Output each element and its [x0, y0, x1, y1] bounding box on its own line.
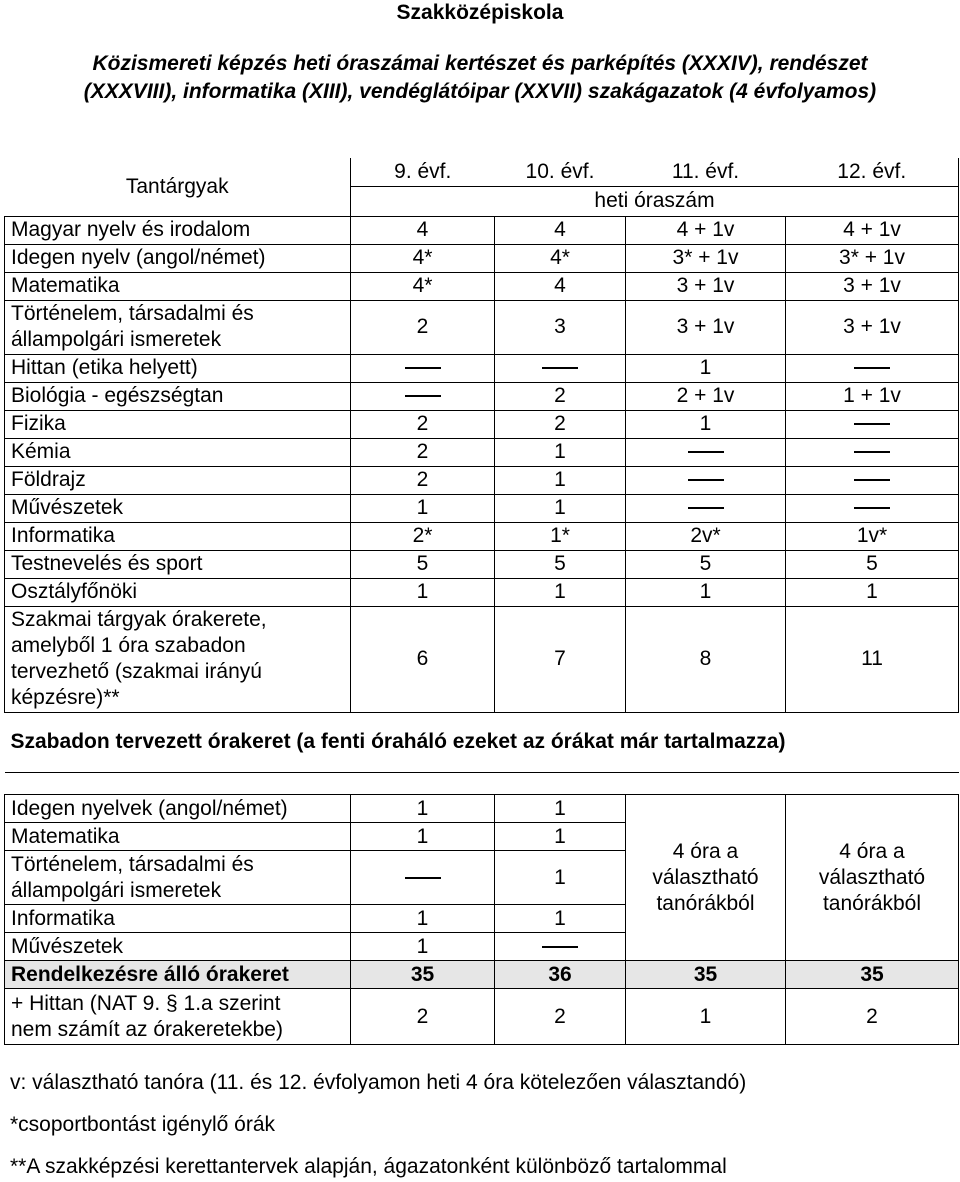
free-hours-cell: 1 — [495, 823, 626, 851]
table-row — [5, 578, 959, 606]
hours-cell: 3* + 1v — [626, 244, 786, 272]
hours-cell: 3 + 1v — [626, 272, 786, 300]
total-value: 35 — [786, 961, 959, 989]
hours-cell: 5 — [495, 550, 626, 578]
subject-name — [5, 578, 351, 606]
hours-cell: 2 + 1v — [626, 382, 786, 410]
subject-name — [5, 606, 351, 712]
subject-name-line: Matematika — [11, 274, 120, 297]
subject-name — [5, 300, 351, 354]
subject-name-line: Testnevelés és sport — [11, 552, 203, 575]
page-title: Szakközépiskola — [396, 1, 564, 24]
free-hours-cell: 1 — [351, 905, 495, 933]
dash-mark — [405, 395, 441, 397]
subject-name-line: Informatika — [11, 906, 115, 930]
elective-note-line: tanórákból — [656, 891, 755, 915]
dash-mark — [854, 367, 890, 369]
subject-name-line: Fizika — [11, 412, 66, 435]
hours-cell: 2v* — [626, 522, 786, 550]
table-row — [5, 300, 959, 354]
hours-cell: 1 — [495, 578, 626, 606]
free-hours-cell: 1 — [351, 933, 495, 961]
dash-mark — [542, 367, 578, 369]
dash-mark — [405, 367, 441, 369]
hours-cell: 7 — [495, 606, 626, 712]
hittan-value: 1 — [626, 989, 786, 1045]
elective-note-line: 4 óra a — [672, 839, 739, 863]
hittan-label-line: nem számít az órakeretekbe) — [11, 1017, 283, 1041]
subject-name-line: Informatika — [11, 524, 115, 547]
hours-cell: 4* — [351, 244, 495, 272]
hours-cell: 1 — [351, 494, 495, 522]
hours-cell: 1 — [495, 466, 626, 494]
subject-name-line: Idegen nyelvek (angol/német) — [11, 796, 288, 820]
subtitle-line: (XXXVIII), informatika (XIII), vendéglátóipar (XXVII) szakágazatok (4 évfolyamos) — [83, 80, 877, 103]
subject-name — [5, 410, 351, 438]
subject-name — [5, 244, 351, 272]
hours-cell — [626, 438, 786, 466]
note-elective: v: választható tanóra (11. és 12. évfolyamon heti 4 óra kötelezően választandó) — [10, 1071, 747, 1094]
subject-name-line: Történelem, társadalmi és — [11, 302, 254, 325]
subject-name-line: Idegen nyelv (angol/német) — [11, 246, 266, 269]
hours-cell: 8 — [626, 606, 786, 712]
table-row — [5, 522, 959, 550]
subject-name-line: Művészetek — [11, 496, 124, 519]
hittan-value: 2 — [786, 989, 959, 1045]
free-row — [5, 795, 959, 823]
total-row-label: Rendelkezésre álló órakeret — [5, 961, 351, 989]
subject-name-line: Matematika — [11, 824, 120, 848]
table-row — [5, 216, 959, 244]
free-hours-cell: 1 — [351, 795, 495, 823]
table-row — [5, 466, 959, 494]
subject-name — [5, 466, 351, 494]
note-vocational: **A szakképzési kerettantervek alapján, ágazatonként különböző tartalommal — [10, 1155, 727, 1178]
total-value: 35 — [351, 961, 495, 989]
subject-name-line: állampolgári ismeretek — [11, 878, 222, 902]
subject-name — [5, 933, 351, 961]
free-hours-cell: 1 — [495, 905, 626, 933]
subject-name-line: Osztályfőnöki — [11, 580, 138, 603]
hours-cell: 1 — [495, 494, 626, 522]
subtitle-line: Közismereti képzés heti óraszámai kertészet és parképítés (XXXIV), rendészet — [92, 52, 868, 75]
page-subtitle — [10, 50, 950, 106]
subject-name-line: Történelem, társadalmi és — [11, 852, 254, 876]
hours-cell: 1 — [626, 354, 786, 382]
subject-name-line: képzésre)** — [11, 686, 120, 709]
subject-name-line: Művészetek — [11, 934, 124, 958]
header-year-10: 10. évf. — [495, 158, 626, 186]
subject-name-line: amelyből 1 óra szabadon — [11, 634, 246, 657]
header-year-9: 9. évf. — [351, 158, 495, 186]
dash-mark — [688, 479, 724, 481]
table-row — [5, 244, 959, 272]
dash-mark — [854, 423, 890, 425]
header-hours: heti óraszám — [351, 186, 959, 216]
table-row — [5, 494, 959, 522]
hours-cell: 5 — [786, 550, 959, 578]
subject-name-line: Hittan (etika helyett) — [11, 356, 198, 379]
hours-cell: 1v* — [786, 522, 959, 550]
note-group-split: *csoportbontást igénylő órák — [10, 1113, 275, 1136]
hours-cell: 5 — [351, 550, 495, 578]
elective-note-line: 4 óra a — [839, 839, 905, 863]
free-hours-cell: 1 — [495, 851, 626, 905]
total-value: 36 — [495, 961, 626, 989]
elective-note — [786, 795, 959, 961]
hours-cell: 2 — [351, 410, 495, 438]
subject-name-line: Földrajz — [11, 468, 86, 491]
hours-cell — [786, 438, 959, 466]
hittan-label-line: + Hittan (NAT 9. § 1.a szerint — [11, 991, 281, 1015]
subject-name-line: Magyar nyelv és irodalom — [11, 218, 251, 241]
hours-cell — [495, 354, 626, 382]
free-section-title: Szabadon tervezett órakeret (a fenti óraháló ezeket az órákat már tartalmazza) — [5, 712, 959, 772]
subject-name — [5, 550, 351, 578]
hours-cell: 4* — [351, 272, 495, 300]
subject-name — [5, 216, 351, 244]
hours-cell: 3 + 1v — [786, 272, 959, 300]
dash-mark — [854, 507, 890, 509]
subject-name — [5, 354, 351, 382]
free-hours-cell: 1 — [351, 823, 495, 851]
hours-cell: 3 — [495, 300, 626, 354]
hours-cell: 3* + 1v — [786, 244, 959, 272]
hours-cell — [786, 354, 959, 382]
hittan-value: 2 — [495, 989, 626, 1045]
hours-cell: 2 — [351, 438, 495, 466]
subject-name-line: Szakmai tárgyak órakerete, — [11, 608, 267, 631]
free-hours-table — [4, 794, 959, 1045]
hours-cell: 4 — [495, 216, 626, 244]
table-row — [5, 410, 959, 438]
hittan-value: 2 — [351, 989, 495, 1045]
hours-cell: 5 — [626, 550, 786, 578]
hours-cell: 1 — [786, 578, 959, 606]
hours-cell: 2* — [351, 522, 495, 550]
hours-cell: 1 + 1v — [786, 382, 959, 410]
subject-name-line: állampolgári ismeretek — [11, 328, 222, 351]
hours-cell: 1 — [626, 410, 786, 438]
header-subjects: Tantárgyak — [5, 158, 351, 216]
table-row — [5, 354, 959, 382]
dash-mark — [405, 877, 441, 879]
hours-cell: 4 + 1v — [626, 216, 786, 244]
hours-cell — [786, 466, 959, 494]
timetable — [4, 158, 959, 773]
subject-name — [5, 494, 351, 522]
subject-name — [5, 795, 351, 823]
subject-name — [5, 851, 351, 905]
main-rows — [5, 216, 959, 712]
hours-cell: 1* — [495, 522, 626, 550]
hours-cell: 3 + 1v — [786, 300, 959, 354]
dash-mark — [688, 507, 724, 509]
hours-cell — [351, 354, 495, 382]
hours-cell — [626, 494, 786, 522]
free-hours-cell — [495, 933, 626, 961]
table-row — [5, 382, 959, 410]
dash-mark — [854, 451, 890, 453]
hours-cell: 2 — [351, 466, 495, 494]
hittan-row-label — [5, 989, 351, 1045]
elective-note-line: választható — [818, 865, 926, 889]
table-row — [5, 272, 959, 300]
hours-cell: 2 — [495, 410, 626, 438]
subject-name — [5, 272, 351, 300]
elective-note — [626, 795, 786, 961]
subject-name — [5, 522, 351, 550]
table-row — [5, 438, 959, 466]
hours-cell: 1 — [495, 438, 626, 466]
hours-cell: 6 — [351, 606, 495, 712]
hours-cell: 11 — [786, 606, 959, 712]
hours-cell: 4* — [495, 244, 626, 272]
hours-cell: 1 — [626, 578, 786, 606]
free-hours-cell — [351, 851, 495, 905]
hours-cell — [626, 466, 786, 494]
subject-name-line: Biológia - egészségtan — [11, 384, 224, 407]
total-value: 35 — [626, 961, 786, 989]
subject-name — [5, 382, 351, 410]
table-row — [5, 550, 959, 578]
subject-name — [5, 438, 351, 466]
elective-note-line: tanórákból — [822, 891, 922, 915]
hours-cell: 4 + 1v — [786, 216, 959, 244]
header-year-11: 11. évf. — [626, 158, 786, 186]
hours-cell: 2 — [351, 300, 495, 354]
table-row — [5, 606, 959, 712]
elective-note-line: választható — [652, 865, 759, 889]
header-year-12: 12. évf. — [786, 158, 959, 186]
dash-mark — [688, 451, 724, 453]
hours-cell: 4 — [495, 272, 626, 300]
subject-name-line: Kémia — [11, 440, 71, 463]
hours-cell: 1 — [351, 578, 495, 606]
free-hours-cell: 1 — [495, 795, 626, 823]
dash-mark — [542, 946, 578, 948]
hours-cell — [786, 410, 959, 438]
hours-cell: 4 — [351, 216, 495, 244]
dash-mark — [854, 479, 890, 481]
hours-cell — [351, 382, 495, 410]
subject-name-line: tervezhető (szakmai irányú — [11, 660, 262, 683]
hours-cell: 3 + 1v — [626, 300, 786, 354]
free-rows — [5, 795, 959, 961]
hours-cell: 2 — [495, 382, 626, 410]
hours-cell — [786, 494, 959, 522]
subject-name — [5, 823, 351, 851]
subject-name — [5, 905, 351, 933]
